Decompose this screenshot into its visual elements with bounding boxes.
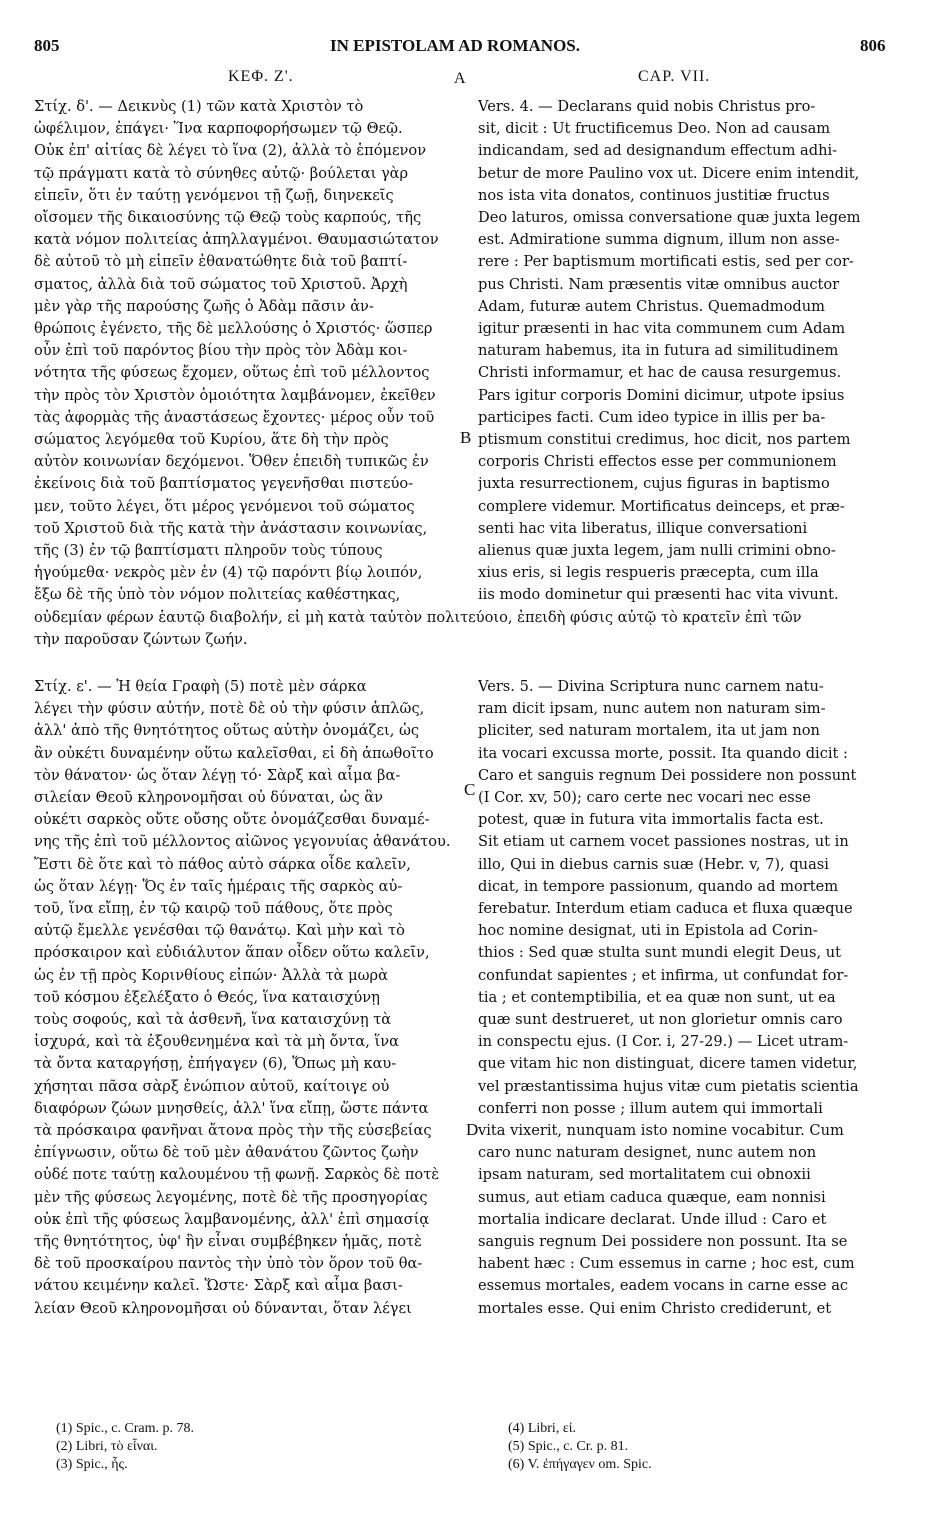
greek-line: μεν, τοῦτο λέγει, ὅτι μέρος γενόμενοι τοῦ σώματος — [34, 497, 415, 515]
latin-line: xius eris, si legis respueris præcepta, cum illa — [478, 564, 819, 582]
latin-line: nos ista vita donatos, continuos justitiæ fructus — [478, 186, 830, 204]
footnote: (1) Spic., c. Cram. p. 78. — [56, 1421, 195, 1436]
margin-letter-b: B — [460, 428, 472, 447]
latin-line: quæ sunt destrueret, ut non glorietur omnis caro — [478, 1011, 843, 1029]
latin-line: mortales esse. Qui enim Christo crediderunt, et — [478, 1299, 832, 1317]
greek-line: οὐδέ ποτε ταύτῃ καλουμένου τῇ φωνῇ. Σαρκὸς δὲ ποτὲ — [34, 1166, 440, 1184]
latin-line: Pars igitur corporis Domini dicimur, utpote ipsius — [478, 386, 845, 404]
footnotes-left — [56, 1420, 194, 1474]
greek-line: σιλείαν Θεοῦ κληρονομῆσαι οὐ δύναται, ὡς ἂν — [34, 789, 383, 807]
latin-line: mortalia indicare declarat. Unde illud : Caro et — [478, 1210, 827, 1228]
latin-line: Adam, futuræ autem Christus. Quemadmodum — [478, 297, 825, 315]
greek-line: τὸν θάνατον· ὡς ὅταν λέγῃ τό· Σὰρξ καὶ αἷμα βα- — [34, 766, 401, 784]
greek-chapter-heading: ΚΕΦ. Ζ'. — [228, 68, 294, 85]
greek-line: σώματος λεγόμεθα τοῦ Κυρίου, ἅτε δὴ τὴν πρὸς — [34, 431, 389, 449]
greek-line: τοῦ κόσμου ἐξελέξατο ὁ Θεός, ἵνα καταισχύνῃ — [34, 988, 380, 1006]
latin-line: iis modo dominetur qui præsenti hac vita vivunt. — [478, 586, 839, 604]
latin-line: betur de more Paulino vox ut. Dicere enim intendit, — [478, 164, 860, 182]
greek-line: νάτου κειμένην καλεῖ. Ὥστε· Σὰρξ καὶ αἷμα βασι- — [34, 1277, 403, 1295]
latin-line: Vers. 5. — Divina Scriptura nunc carnem natu- — [478, 678, 824, 695]
latin-line: senti hac vita liberatus, illique conversationi — [478, 519, 808, 537]
greek-line: οὐκέτι σαρκὸς οὔτε οὔσης οὔτε ὀνομάζεσθαι δυναμέ- — [34, 811, 430, 829]
greek-line: ἂν οὐκέτι δυναμένην οὕτω καλεῖσθαι, εἰ δὴ ἀπωθοῖτο — [34, 744, 434, 762]
latin-line: vita vixerit, nunquam isto nomine vocabitur. Cum — [478, 1122, 844, 1140]
footnotes-right — [508, 1420, 652, 1474]
latin-line: potest, quæ in futura vita immortalis facta est. — [478, 811, 824, 829]
latin-line: corporis Christi effectos esse per communionem — [478, 453, 837, 471]
latin-line: ptismum constitui credimus, hoc dicit, nos partem — [478, 431, 851, 449]
latin-line: caro nunc naturam designet, nunc autem non — [478, 1144, 817, 1162]
latin-line: vel præstantissima hujus vitæ cum pietatis scientia — [478, 1077, 859, 1095]
full-width-greek-line — [34, 607, 892, 629]
greek-line: οἴσομεν τῆς δικαιοσύνης τῷ Θεῷ τοὺς καρπούς, τῆς — [34, 209, 422, 227]
greek-line: τῷ πράγματι κατὰ τὸ σύνηθες αὐτῷ· βούλεται γὰρ — [34, 164, 409, 182]
latin-line: dicat, in tempore passionum, quando ad mortem — [478, 877, 839, 895]
latin-line: essemus mortales, eadem vocans in carne esse ac — [478, 1277, 849, 1295]
latin-line: complere videmur. Mortificatus deinceps, et præ- — [478, 497, 845, 515]
greek-line: πρόσκαιρον καὶ εὐδιάλυτον ἅπαν οἶδεν οὕτω καλεῖν, — [34, 944, 430, 962]
latin-line: alienus quæ juxta legem, jam nulli crimini obno- — [478, 542, 836, 560]
greek-line: ἡγούμεθα· νεκρὸς μὲν ἐν (4) τῷ παρόντι βίῳ λοιπόν, — [34, 564, 423, 582]
latin-line: conferri non posse ; illum autem qui immortali — [478, 1099, 823, 1117]
greek-line: Στίχ. δ'. — Δεικνὺς (1) τῶν κατὰ Χριστὸν τὸ — [34, 98, 364, 115]
margin-letter-d: D — [466, 1120, 479, 1139]
greek-line: σματος, ἀλλὰ διὰ τοῦ σώματος τοῦ Χριστοῦ. Ἀρχὴ — [34, 275, 408, 293]
latin-line: que vitam hic non distinguat, dicere tamen videtur, — [478, 1055, 858, 1073]
greek-line: Στίχ. ε'. — Ἡ θεία Γραφὴ (5) ποτὲ μὲν σάρκα — [34, 678, 367, 695]
greek-line: τοῦ, ἵνα εἴπῃ, ἐν τῷ καιρῷ τοῦ πάθους, ὅτε πρὸς — [34, 900, 393, 918]
latin-line: Christi informamur, et hac de causa resurgemus. — [478, 364, 842, 382]
latin-line: ferebatur. Interdum etiam caduca et fluxa quæque — [478, 900, 853, 918]
latin-line: hoc nomine designat, uti in Epistola ad Corin- — [478, 922, 818, 940]
latin-line: habent hæc : Cum essemus in carne ; hoc est, cum — [478, 1255, 855, 1273]
footnote: (3) Spic., ἧς. — [56, 1457, 128, 1472]
greek-line: οὐκ ἐπὶ τῆς φύσεως λαμβανομένης, ἀλλ' ἐπὶ σημασίᾳ — [34, 1210, 430, 1228]
greek-line: ἐκείνοις διὰ τοῦ βαπτίσματος γεγενῆσθαι πιστεύο- — [34, 475, 414, 493]
greek-column-block-2 — [34, 676, 462, 1320]
greek-line: ἐπίγνωσιν, οὕτω δὲ τοῦ μὲν ἀθανάτου ζῶντος ζωὴν — [34, 1144, 419, 1162]
running-title: IN EPISTOLAM AD ROMANOS. — [330, 36, 580, 55]
greek-line: τὴν πρὸς τὸν Χριστὸν ὁμοιότητα λαμβάνομεν, ἐκεῖθεν — [34, 386, 436, 404]
footnote: (2) Libri, τὸ εἶναι. — [56, 1439, 158, 1454]
greek-line: νης τῆς ἐπὶ τοῦ μέλλοντος αἰῶνος γεγονυίας ἀθανάτου. — [34, 833, 451, 851]
latin-line: in conspectu ejus. (I Cor. i, 27-29.) — Licet utram- — [478, 1033, 849, 1051]
latin-line: Sit etiam ut carnem vocet passiones nostras, ut in — [478, 833, 849, 851]
greek-line: ὡς ἐν τῇ πρὸς Κορινθίους εἰπών· Ἀλλὰ τὰ μωρὰ — [34, 966, 388, 984]
latin-line: (I Cor. xv, 50); caro certe nec vocari nec esse — [478, 789, 811, 807]
greek-line: Οὐκ ἐπ' αἰτίας δὲ λέγει τὸ ἵνα (2), ἀλλὰ τὸ ἑπόμενον — [34, 142, 427, 160]
greek-line: ὠφέλιμον, ἐπάγει· Ἵνα καρποφορήσωμεν τῷ Θεῷ. — [34, 120, 403, 138]
latin-line: ram dicit ipsam, nunc autem non naturam sim- — [478, 700, 826, 718]
greek-line: αὐτὸν κοινωνίαν δεχόμενοι. Ὅθεν ἐπειδὴ τυπικῶς ἐν — [34, 453, 429, 471]
greek-line: ὡς ὅταν λέγῃ· Ὅς ἐν ταῖς ἡμέραις τῆς σαρκὸς αὐ- — [34, 877, 403, 895]
greek-line: αὐτῷ ἔμελλε γενέσθαι τῷ θανάτῳ. Καὶ μὴν καὶ τὸ — [34, 922, 405, 940]
latin-line: participes facti. Cum ideo typice in illis per ba- — [478, 408, 826, 426]
greek-line: τὰς ἀφορμὰς τῆς ἀναστάσεως ἔχοντες· μέρος οὖν τοῦ — [34, 408, 435, 426]
greek-line: λείαν Θεοῦ κληρονομῆσαι οὐ δύνανται, ὅταν λέγει — [34, 1299, 412, 1317]
margin-letter-c: C — [464, 780, 476, 799]
latin-line: juxta resurrectionem, cujus figuras in baptismo — [478, 475, 830, 493]
latin-line: pliciter, sed naturam mortalem, ita ut jam non — [478, 722, 820, 740]
greek-line: μὲν γὰρ τῆς παρούσης ζωῆς ὁ Ἀδὰμ πᾶσιν ἀν- — [34, 297, 374, 315]
greek-line: μὲν τῆς φύσεως λεγομένης, ποτὲ δὲ τῆς προσηγορίας — [34, 1188, 428, 1206]
latin-line: confundat sapientes ; et infirma, ut confundat for- — [478, 966, 849, 984]
latin-line: Deo laturos, omissa conversatione quæ juxta legem — [478, 209, 861, 227]
greek-tail-line — [34, 629, 462, 651]
greek-line: λέγει τὴν φύσιν αὐτήν, ποτὲ δὲ οὐ τὴν φύσιν ἁπλῶς, — [34, 700, 425, 718]
latin-line: indicandam, sed ad designandum effectum adhi- — [478, 142, 838, 160]
margin-letter-a: A — [454, 70, 467, 87]
greek-line: θρώποις ἐγένετο, τῆς δὲ μελλούσης ὁ Χριστός· ὥσπερ — [34, 320, 433, 338]
latin-line: est. Admiratione summa dignum, illum non asse- — [478, 231, 840, 249]
latin-line: illo, Qui in diebus carnis suæ (Hebr. v, 7), quasi — [478, 855, 829, 873]
greek-line: νότητα τῆς φύσεως ἔχομεν, οὕτως ἐπὶ τοῦ μέλλοντος — [34, 364, 430, 382]
greek-line: οὐδεμίαν φέρων ἑαυτῷ διαβολήν, εἰ μὴ κατὰ ταὐτὸν πολιτεύοιο, ἐπειδὴ φύσις αὐτῷ τὸ κρατεῖν ἐπὶ τῶν — [34, 609, 802, 626]
greek-line: τοῦ Χριστοῦ διὰ τῆς κατὰ τὴν ἀνάστασιν κοινωνίας, — [34, 519, 428, 537]
latin-line: rere : Per baptismum mortificati estis, sed per cor- — [478, 253, 854, 271]
greek-line: οὖν ἐπὶ τοῦ παρόντος βίου τὴν πρὸς τὸν Ἀδὰμ κοι- — [34, 342, 408, 360]
greek-column-block-1 — [34, 96, 462, 607]
latin-line: igitur præsenti in hac vita communem cum Adam — [478, 320, 846, 338]
greek-line: εἰπεῖν, ὅτι ἐν ταύτῃ γενόμενοι τῇ ζωῇ, διηνεκεῖς — [34, 186, 394, 204]
greek-line: τῆς (3) ἐν τῷ βαπτίσματι πληροῦν τοὺς τύπους — [34, 542, 383, 560]
latin-line: Caro et sanguis regnum Dei possidere non possunt — [478, 766, 857, 784]
latin-line: Vers. 4. — Declarans quid nobis Christus pro- — [478, 98, 816, 115]
greek-line: τὰ πρόσκαιρα φανῆναι ἄτονα πρὸς τὴν τῆς εὐσεβείας — [34, 1122, 432, 1140]
latin-line: thios : Sed quæ stulta sunt mundi elegit Deus, ut — [478, 944, 842, 962]
greek-line: τὰ ὄντα καταργήσῃ, ἐπήγαγεν (6), Ὅπως μὴ καυ- — [34, 1055, 397, 1073]
greek-line: Ἔστι δὲ ὅτε καὶ τὸ πάθος αὐτὸ σάρκα οἶδε καλεῖν, — [34, 855, 411, 873]
latin-line: ita vocari excussa morte, possit. Ita quando dicit : — [478, 744, 848, 762]
latin-line: ipsam naturam, sed mortalitatem cui obnoxii — [478, 1166, 811, 1184]
page-number-right: 806 — [860, 36, 886, 55]
greek-line: τῆς θνητότητος, ὑφ' ἣν εἶναι συμβέβηκεν ἡμᾶς, ποτὲ — [34, 1233, 422, 1251]
greek-line: κατὰ νόμον πολιτείας ἀπηλλαγμένοι. Θαυμασιώτατον — [34, 231, 439, 249]
latin-column-block-1 — [478, 96, 890, 607]
latin-line: sumus, aut etiam caduca quæque, eam nonnisi — [478, 1188, 826, 1206]
greek-line: ἰσχυρά, καὶ τὰ ἐξουθενημένα καὶ τὰ μὴ ὄντα, ἵνα — [34, 1033, 400, 1051]
latin-line: sit, dicit : Ut fructificemus Deo. Non ad causam — [478, 120, 831, 138]
greek-line: δὲ αὐτοῦ τὸ μὴ εἰπεῖν ἐθανατώθητε διὰ τοῦ βαπτί- — [34, 253, 408, 271]
latin-line: sanguis regnum Dei possidere non possunt. Ita se — [478, 1233, 848, 1251]
greek-line: ἔξω δὲ τῆς ὑπὸ τὸν νόμον πολιτείας καθέστηκας, — [34, 586, 401, 604]
greek-line: τὴν παροῦσαν ζώντων ζωήν. — [34, 631, 248, 648]
page-number-left: 805 — [34, 36, 60, 55]
footnote: (6) V. ἐπήγαγεν om. Spic. — [508, 1457, 652, 1472]
latin-chapter-heading: CAP. VII. — [638, 68, 711, 85]
latin-line: tia ; et contemptibilia, et ea quæ non sunt, ut ea — [478, 988, 836, 1006]
latin-line: pus Christi. Nam præsentis vitæ omnibus auctor — [478, 275, 840, 293]
greek-line: δὲ τοῦ προσκαίρου παντὸς τὴν ὑπὸ τὸν ὅρον τοῦ θα- — [34, 1255, 423, 1273]
footnote: (5) Spic., c. Cr. p. 81. — [508, 1439, 629, 1454]
greek-line: διαφόρων ζώων μνησθείς, ἀλλ' ἵνα εἴπῃ, ὥστε πάντα — [34, 1099, 429, 1117]
greek-line: τοὺς σοφούς, καὶ τὰ ἀσθενῆ, ἵνα καταισχύνῃ τὰ — [34, 1011, 392, 1029]
footnote-divider — [34, 1396, 892, 1397]
latin-column-block-2 — [478, 676, 890, 1320]
greek-line: ἀλλ' ἀπὸ τῆς θνητότητος οὕτως αὐτὴν ὀνομάζει, ὡς — [34, 722, 420, 740]
latin-line: naturam habemus, ita in futura ad similitudinem — [478, 342, 839, 360]
footnote: (4) Libri, εἰ. — [508, 1421, 576, 1436]
greek-line: χήσηται πᾶσα σὰρξ ἐνώπιον αὐτοῦ, καίτοιγε οὐ — [34, 1077, 390, 1095]
